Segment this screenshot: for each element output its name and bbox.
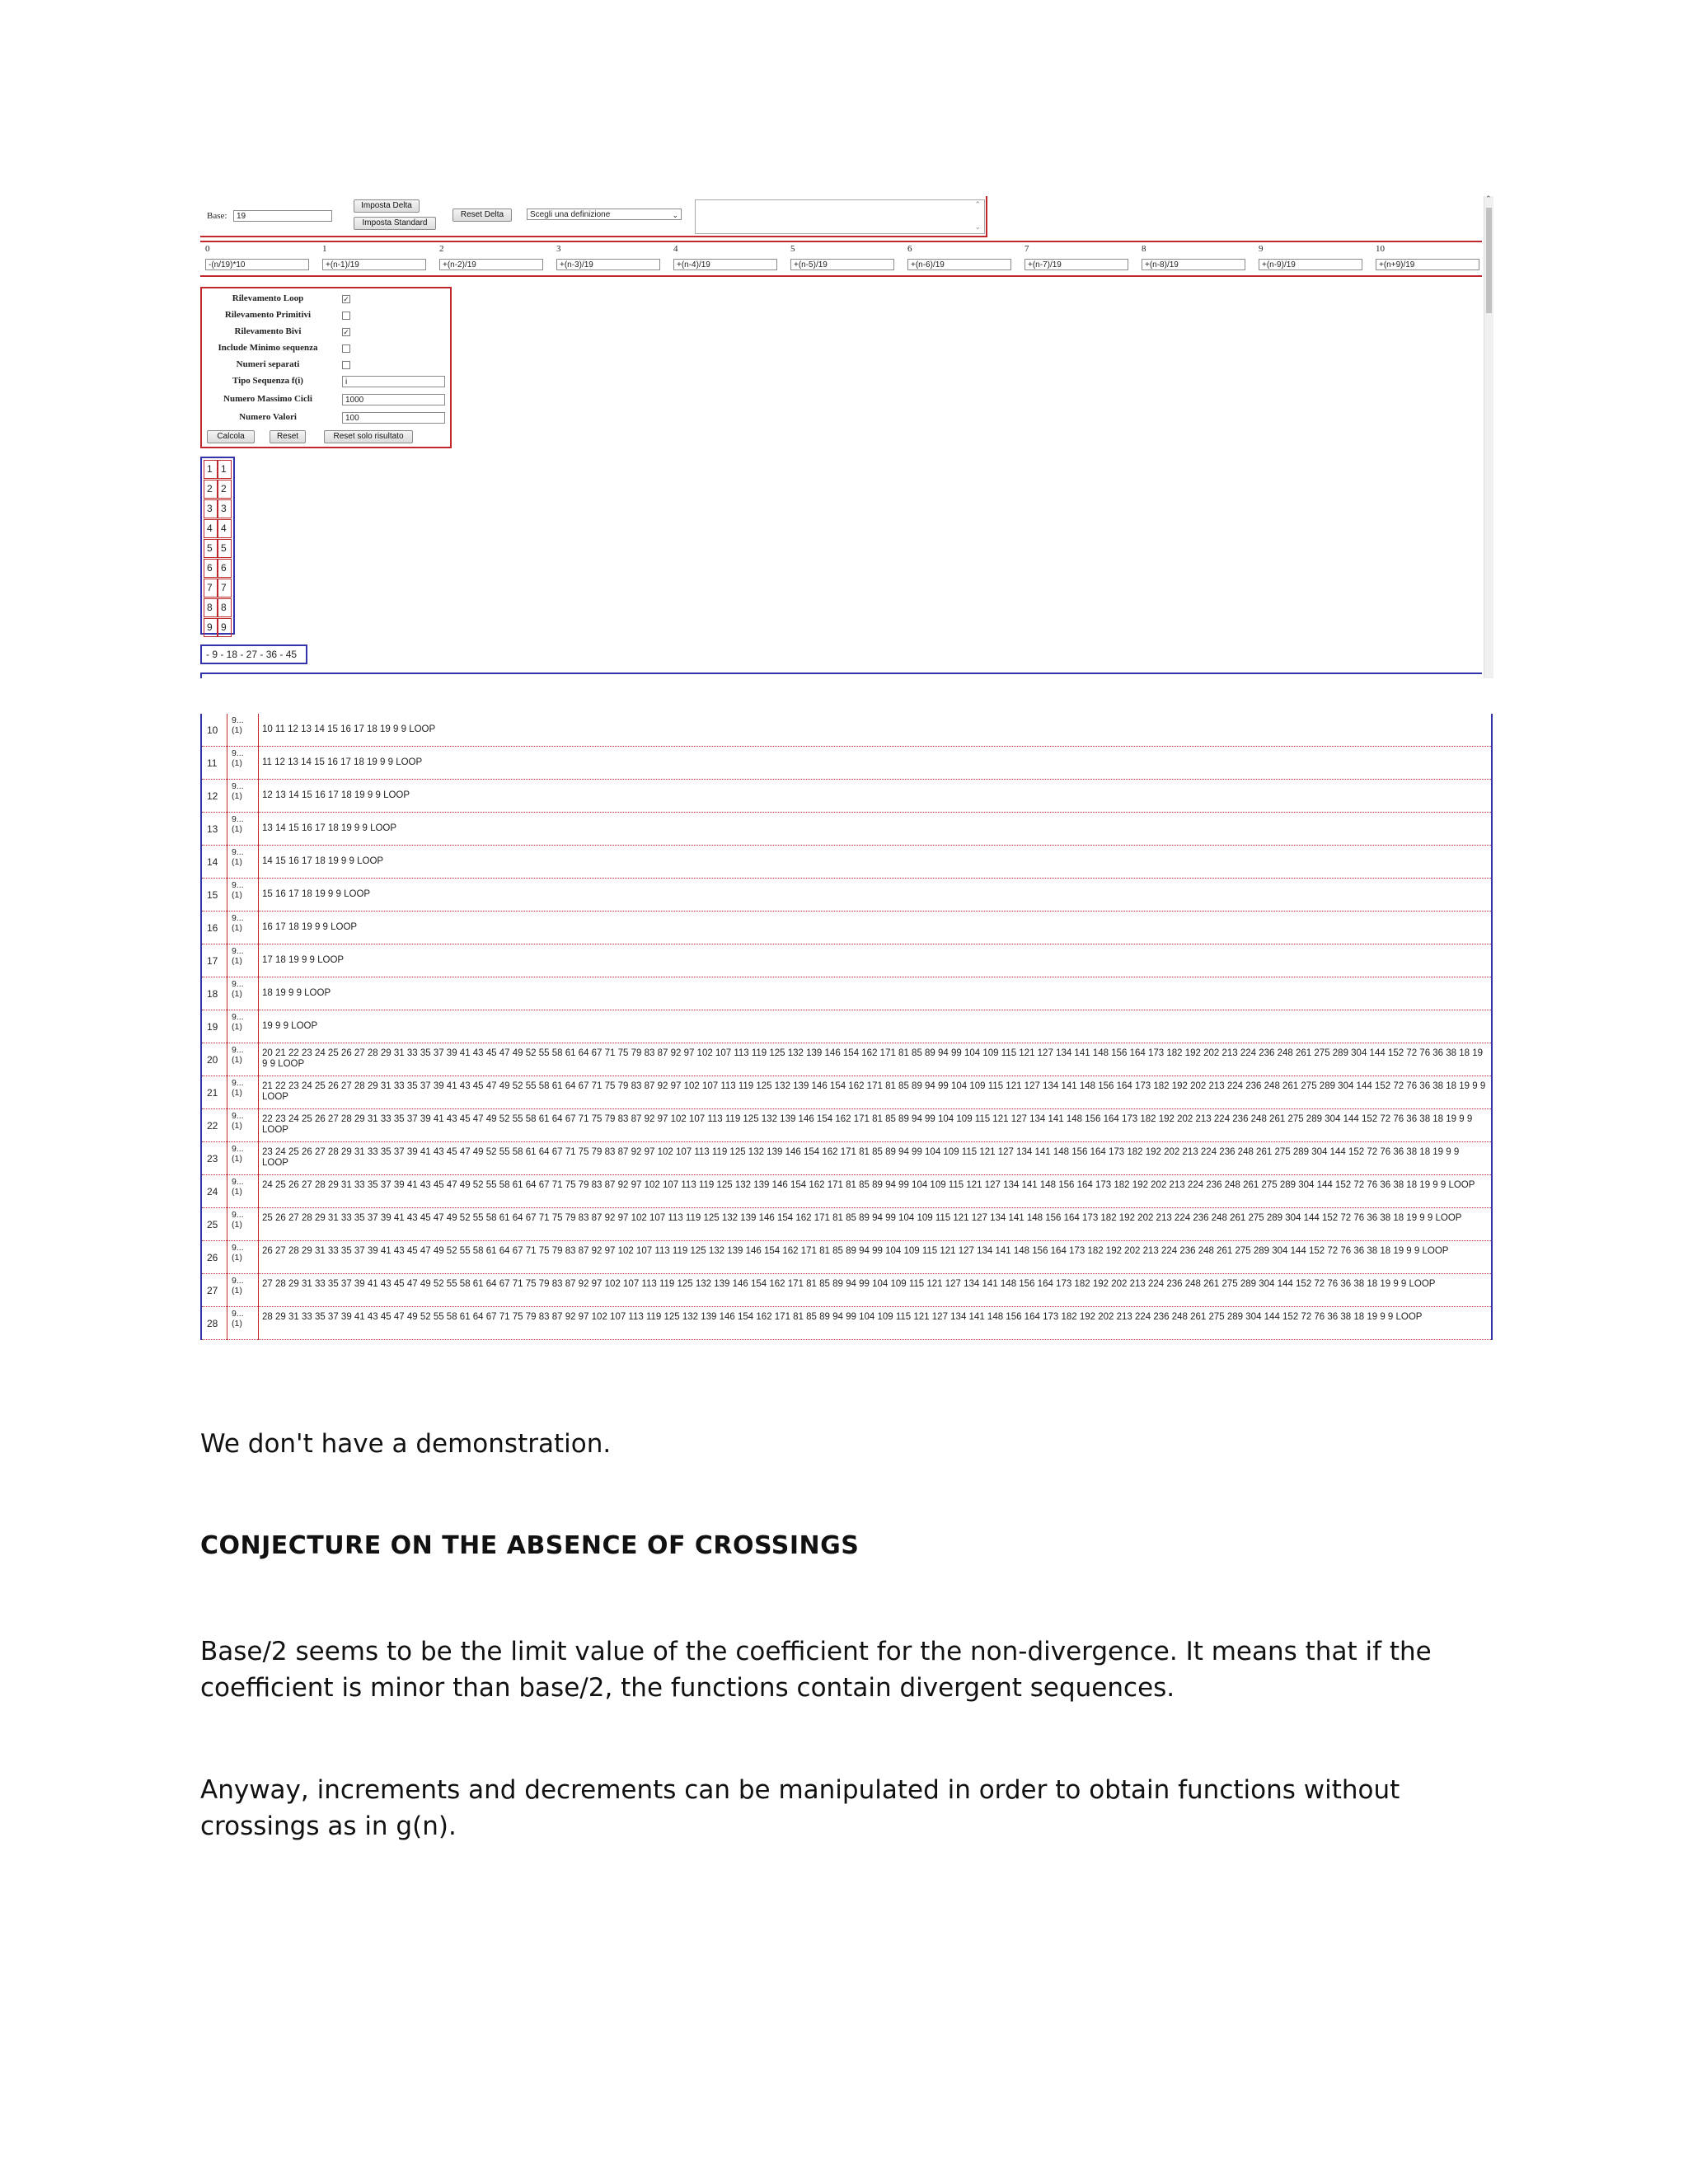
row-count: (1) [232,824,242,834]
row-count: (1) [232,956,242,966]
row-sequence: 20 21 22 23 24 25 26 27 28 29 31 33 35 37 39 41 43 45 47 49 52 55 58 61 64 67 71 75 79 83 87 92 97 102 107 113 119 125 132 139 146 154 162 171 81 85 89 94 99 104 109 115 121 127 134 141 148 156 164 173 182 192 202 213 224 236 248 261 275 289 304 144 152 72 76 36 38 18 19 9 9 LOOP [262,1048,1484,1069]
table-row [202,1241,1491,1274]
row-sequence: 15 16 17 18 19 9 9 LOOP [262,889,371,899]
option-label-4: Numeri separati [236,359,300,369]
row-number: 23 [207,1152,218,1165]
row-count: (1) [232,857,242,867]
paragraph-no-demonstration: We don't have a demonstration. [200,1429,612,1459]
column-delta-input-1[interactable]: +(n-1)/19 [322,259,426,270]
option-label-3: Include Minimo sequenza [218,343,318,353]
option-checkbox-2[interactable]: ✓ [343,328,349,336]
column-delta-input-6[interactable]: +(n-6)/19 [907,259,1011,270]
row-sequence: 17 18 19 9 9 LOOP [262,955,345,965]
row-sequence: 19 9 9 LOOP [262,1021,318,1031]
column-index-3: 3 [556,244,561,254]
row-value [232,748,244,768]
small-table-cell-v: 6 [218,559,232,578]
small-table-cell-v: 5 [218,539,232,558]
row-value [232,847,244,867]
field-input-0[interactable]: i [342,376,445,387]
row-value-text: 9... [232,880,244,890]
row-value [232,913,244,933]
column-delta-input-3[interactable]: +(n-3)/19 [556,259,660,270]
reset-result-button[interactable]: Reset solo risultato [324,430,413,443]
column-index-7: 7 [1025,244,1029,254]
result-table-top [200,673,1482,678]
column-delta-input-10[interactable]: +(n+9)/19 [1376,259,1479,270]
field-input-2[interactable]: 100 [342,412,445,424]
column-index-6: 6 [907,244,912,254]
option-checkbox-1[interactable] [342,312,350,320]
row-count: (1) [232,1286,242,1296]
column-index-1: 1 [322,244,327,254]
column-delta-input-0[interactable]: -(n/19)*10 [205,259,309,270]
row-value [232,1177,244,1197]
small-table-cell-n: 1 [204,460,218,479]
column-delta-input-4[interactable]: +(n-4)/19 [673,259,777,270]
row-count: (1) [232,1055,242,1065]
column-index-9: 9 [1259,244,1264,254]
row-value [232,1210,244,1230]
row-count: (1) [232,890,242,900]
row-value-text: 9... [232,913,244,923]
base-input[interactable]: 19 [233,210,332,222]
table-row [202,747,1491,780]
row-value-text: 9... [232,946,244,956]
row-sequence: 28 29 31 33 35 37 39 41 43 45 47 49 52 55 58 61 64 67 71 75 79 83 87 92 97 102 107 113 119 125 132 139 146 154 162 171 81 85 89 94 99 104 109 115 121 127 134 141 148 156 164 173 182 192 202 213 224 236 248 261 275 289 304 144 152 72 76 36 38 18 19 9 9 LOOP [262,1312,1423,1322]
result-small-table [200,457,235,635]
row-value-text: 9... [232,748,244,758]
row-number: 10 [207,724,218,736]
scroll-down-icon[interactable]: ⌄ [974,223,981,231]
row-value-text: 9... [232,1210,244,1220]
row-number: 28 [207,1317,218,1329]
small-table-cell-n: 6 [204,559,218,578]
row-value-text: 9... [232,781,244,791]
column-delta-input-9[interactable]: +(n-9)/19 [1259,259,1362,270]
column-index-4: 4 [673,244,678,254]
row-number: 15 [207,888,218,901]
row-sequence: 14 15 16 17 18 19 9 9 LOOP [262,856,384,866]
row-sequence: 27 28 29 31 33 35 37 39 41 43 45 47 49 52 55 58 61 64 67 71 75 79 83 87 92 97 102 107 113 119 125 132 139 146 154 162 171 81 85 89 94 99 104 109 115 121 127 134 141 148 156 164 173 182 192 202 213 224 236 248 261 275 289 304 144 152 72 76 36 38 18 19 9 9 LOOP [262,1279,1436,1289]
row-number: 13 [207,823,218,835]
row-sequence: 18 19 9 9 LOOP [262,988,331,998]
column-index-10: 10 [1376,244,1385,254]
row-value-text: 9... [232,1111,244,1121]
row-value [232,1276,244,1296]
field-label-2: Numero Valori [239,412,297,422]
row-number: 22 [207,1119,218,1132]
option-label-0: Rilevamento Loop [232,293,304,303]
row-value [232,1243,244,1263]
option-label-2: Rilevamento Bivi [234,326,302,336]
option-checkbox-0[interactable]: ✓ [343,295,349,303]
row-number: 26 [207,1251,218,1263]
field-label-0: Tipo Sequenza f(i) [232,376,303,386]
small-table-cell-n: 3 [204,499,218,518]
row-value-text: 9... [232,715,244,725]
set-delta-button[interactable]: Imposta Delta [354,199,420,213]
small-table-cell-n: 2 [204,480,218,499]
row-number: 20 [207,1053,218,1066]
column-delta-input-8[interactable]: +(n-8)/19 [1142,259,1245,270]
table-row [202,1274,1491,1307]
reset-delta-button[interactable]: Reset Delta [452,209,512,222]
row-number: 24 [207,1185,218,1197]
small-table-cell-n: 7 [204,579,218,598]
row-number: 19 [207,1020,218,1033]
row-count: (1) [232,1319,242,1329]
row-count: (1) [232,1253,242,1263]
definition-select[interactable] [527,209,682,220]
column-delta-input-7[interactable]: +(n-7)/19 [1025,259,1128,270]
row-count: (1) [232,923,242,933]
table-row [202,1208,1491,1241]
row-count: (1) [232,1220,242,1230]
field-label-1: Numero Massimo Cicli [223,394,312,404]
row-value-text: 9... [232,1144,244,1154]
row-count: (1) [232,1088,242,1098]
screenshot-result-table [200,714,1493,1340]
table-row [202,1142,1491,1175]
row-number: 25 [207,1218,218,1230]
definition-textarea[interactable] [695,199,985,234]
table-row [202,1307,1491,1340]
chevron-down-icon: ⌄ [672,211,678,219]
row-sequence: 13 14 15 16 17 18 19 9 9 LOOP [262,823,397,833]
row-count: (1) [232,989,242,999]
table-row [202,780,1491,813]
row-number: 12 [207,790,218,802]
small-table-cell-n: 8 [204,598,218,617]
row-value [232,946,244,966]
screenshot-form [200,196,1493,678]
option-checkbox-3[interactable] [342,344,350,353]
table-row [202,912,1491,944]
row-value [232,1111,244,1131]
table-row [202,1175,1491,1208]
row-value-text: 9... [232,847,244,857]
small-table-cell-v: 7 [218,579,232,598]
row-value-text: 9... [232,1276,244,1286]
small-table-cell-v: 9 [218,618,232,637]
row-value [232,814,244,834]
scrollbar-thumb[interactable] [1486,208,1492,313]
row-value-text: 9... [232,979,244,989]
row-value-text: 9... [232,1177,244,1187]
small-table-cell-v: 2 [218,480,232,499]
row-number: 17 [207,954,218,967]
row-count: (1) [232,758,242,768]
table-row [202,977,1491,1010]
section-heading: CONJECTURE ON THE ABSENCE OF CROSSINGS [200,1531,860,1560]
table-row [202,714,1491,747]
column-delta-input-2[interactable]: +(n-2)/19 [439,259,543,270]
row-value [232,1045,244,1065]
crossing-summary: - 9 - 18 - 27 - 36 - 45 [200,644,307,664]
row-sequence: 25 26 27 28 29 31 33 35 37 39 41 43 45 47 49 52 55 58 61 64 67 71 75 79 83 87 92 97 102 107 113 119 125 132 139 146 154 162 171 81 85 89 94 99 104 109 115 121 127 134 141 148 156 164 173 182 192 202 213 224 236 248 261 275 289 304 144 152 72 76 36 38 18 19 9 9 LOOP [262,1213,1462,1223]
table-row [202,846,1491,879]
row-value-text: 9... [232,814,244,824]
row-sequence: 12 13 14 15 16 17 18 19 9 9 LOOP [262,790,410,800]
column-index-2: 2 [439,244,444,254]
reset-button[interactable]: Reset [270,430,306,443]
scroll-up-icon[interactable]: ⌃ [974,200,981,209]
row-number: 11 [207,757,218,769]
small-table-cell-n: 4 [204,519,218,538]
small-table-cell-v: 8 [218,598,232,617]
column-delta-input-5[interactable]: +(n-5)/19 [790,259,894,270]
table-row [202,1109,1491,1142]
row-sequence: 16 17 18 19 9 9 LOOP [262,922,358,932]
small-table-cell-v: 3 [218,499,232,518]
row-count: (1) [232,1022,242,1032]
row-sequence: 10 11 12 13 14 15 16 17 18 19 9 9 LOOP [262,724,436,734]
row-count: (1) [232,791,242,801]
column-index-0: 0 [205,244,210,254]
row-number: 21 [207,1086,218,1099]
paragraph-increments: Anyway, increments and decrements can be manipulated in order to obtain functions without crossings as in g(n). [200,1775,1400,1841]
table-row [202,813,1491,846]
options-panel [200,287,452,448]
option-checkbox-4[interactable] [342,361,350,369]
definition-select-value: Scegli una definizione [530,210,611,219]
row-value-text: 9... [232,1078,244,1088]
table-row [202,879,1491,912]
scroll-up-arrow-icon[interactable]: ⌃ [1485,194,1492,203]
row-value [232,979,244,999]
row-value [232,1144,244,1164]
row-value-text: 9... [232,1243,244,1253]
row-value-text: 9... [232,1012,244,1022]
row-sequence: 26 27 28 29 31 33 35 37 39 41 43 45 47 49 52 55 58 61 64 67 71 75 79 83 87 92 97 102 107 113 119 125 132 139 146 154 162 171 81 85 89 94 99 104 109 115 121 127 134 141 148 156 164 173 182 192 202 213 224 236 248 261 275 289 304 144 152 72 76 36 38 18 19 9 9 LOOP [262,1246,1449,1256]
row-value-text: 9... [232,1309,244,1319]
row-sequence: 11 12 13 14 15 16 17 18 19 9 9 LOOP [262,757,423,767]
option-label-1: Rilevamento Primitivi [224,310,312,320]
small-table-cell-n: 5 [204,539,218,558]
row-number: 14 [207,855,218,868]
small-table-cell-v: 4 [218,519,232,538]
top-control-panel [200,196,987,237]
row-sequence: 24 25 26 27 28 29 31 33 35 37 39 41 43 45 47 49 52 55 58 61 64 67 71 75 79 83 87 92 97 102 107 113 119 125 132 139 146 154 162 171 81 85 89 94 99 104 109 115 121 127 134 141 148 156 164 173 182 192 202 213 224 236 248 261 275 289 304 144 152 72 76 36 38 18 19 9 9 LOOP [262,1180,1475,1190]
row-count: (1) [232,1154,242,1164]
base-label: Base: [207,211,227,221]
table-row [202,944,1491,977]
delta-columns [200,241,1482,277]
row-count: (1) [232,1187,242,1197]
row-sequence: 23 24 25 26 27 28 29 31 33 35 37 39 41 43 45 47 49 52 55 58 61 64 67 71 75 79 83 87 92 97 102 107 113 119 125 132 139 146 154 162 171 81 85 89 94 99 104 109 115 121 127 134 141 148 156 164 173 182 192 202 213 224 236 248 261 275 289 304 144 152 72 76 36 38 18 19 9 9 LOOP [262,1147,1460,1168]
paragraph-limit-value: Base/2 seems to be the limit value of the coefficient for the non-divergence. It means that if the coefficient is minor than base/2, the functions contain divergent sequences. [200,1637,1432,1703]
small-table-cell-v: 1 [218,460,232,479]
row-count: (1) [232,1121,242,1131]
row-sequence: 21 22 23 24 25 26 27 28 29 31 33 35 37 39 41 43 45 47 49 52 55 58 61 64 67 71 75 79 83 87 92 97 102 107 113 119 125 132 139 146 154 162 171 81 85 89 94 99 104 109 115 121 127 134 141 148 156 164 173 182 192 202 213 224 236 248 261 275 289 304 144 152 72 76 36 38 18 19 9 9 LOOP [262,1081,1486,1102]
small-table-cell-n: 9 [204,618,218,637]
row-value [232,1012,244,1032]
table-row [202,1043,1491,1076]
set-standard-button[interactable]: Imposta Standard [354,217,436,230]
row-sequence: 22 23 24 25 26 27 28 29 31 33 35 37 39 41 43 45 47 49 52 55 58 61 64 67 71 75 79 83 87 92 97 102 107 113 119 125 132 139 146 154 162 171 81 85 89 94 99 104 109 115 121 127 134 141 148 156 164 173 182 192 202 213 224 236 248 261 275 289 304 144 152 72 76 36 38 18 19 9 9 LOOP [262,1114,1473,1135]
row-count: (1) [232,725,242,735]
row-value [232,880,244,900]
row-number: 16 [207,921,218,934]
table-row [202,1076,1491,1109]
row-value [232,1309,244,1329]
row-value [232,715,244,735]
row-value [232,1078,244,1098]
row-number: 27 [207,1284,218,1296]
row-value [232,781,244,801]
column-index-5: 5 [790,244,795,254]
row-value-text: 9... [232,1045,244,1055]
row-number: 18 [207,987,218,1000]
page-scrollbar[interactable] [1484,196,1493,678]
calc-button[interactable]: Calcola [207,430,255,443]
field-input-1[interactable]: 1000 [342,394,445,405]
column-index-8: 8 [1142,244,1146,254]
table-row [202,1010,1491,1043]
